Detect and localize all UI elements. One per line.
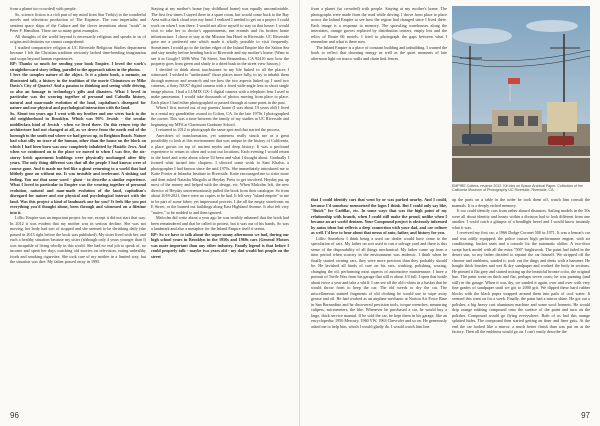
paragraph: Malcolm did write about a year ago he was terribly ashamed that the book had been remaindered and that he called to protest, but it was out of his hands. So was a landmark and also a metaphor for the Inland Empire itself it seems. [151, 215, 289, 231]
paragraph: It too could identify cars from rather absurd distances. Sailing models in the 50s were all about identity and hearts within a division had to look different from one another. I could catch a glimpse of a headlight bezel and I would know instantly what it was. [452, 208, 590, 230]
paragraph: Anecdotes of transformation, yet sameness really struck me as a great possibility to look at this environment that was unique in the history of California, a place grown on top of ancient myths and deep history. It was a profound experience to return so often and scout out locations. Each evening I would return to the hotel and write about where I'd been and what I thought about. Gradually I formed what turned into chapters. I showed some work to Sant Khalsa, a photographer I had known since the mid 1970s. She immediately introduced me to Katie Poirier at Inlandia Institute in Riverside. Katie encouraged me to write more and then asked Natasha Margolis at Heyday Press to get involved. Heyday put up most of the money and helped with the design, etc. When Malcolm left, the new director of Heyday unceremoniously pulled the book from their catalogue. So from about 2018-2021, there were no copies to be had. It felt very "island empire" to me to be part of some fabric yet impersonal process. Like all the empty storefronts on E Street, or the burned out buildings along East Highland Avenue. It also felt very "native," to be nodded to and then ignored. [151, 132, 289, 215]
photo-illustration [452, 6, 590, 182]
paragraph: from a planet too crowded) with people. [10, 6, 77, 11]
paragraph: When I first moved out of my parents' home (I was about 19 years old) I lived in a rental my grandfather owned in Colton, CA. In the late 1970s I photographed the corner. This was a time between the family of my studies at UC Riverside and beginning my MFA at Claremont Graduate School. [151, 105, 289, 127]
interview-question: RP: Thanks so much for sending your book Empire. I loved the work's straightforward story telling, parallel to the approach taken in the photos. [10, 61, 146, 72]
paragraph: Lillis: Empire was an important project for me, except it did not start that way. In 2012 it was evident that my mother was in serious decline. She was not moving, her body had sort of stopped and she seemed to be shrinking daily (she passed in 2013 right before the book was published). My sister lived with her, and each a healthy situation because my sister (although only 4 years younger than I) was incapable of living wholly in this world. She had no real job to speak of, no income and spent her days watching old movies on television, eating unhealthy foods and smoking cigarettes. She took care of my mother in a limited way, but the situation was dire. My father passed away in 1995. [10, 215, 146, 264]
page-number-right: 97 [581, 411, 590, 420]
interview-question: RP: So we have to talk about the super sunny afternoons we had, during our high school years in Brooklyn in the 1950s and 1960s cars (General Motors was more important than any other industry. Family legend is that before I could properly talk - maybe two years old - my dad would hot people on the street [151, 231, 289, 259]
interview-question: that I could identify cars that went by or was parked nearby. And I could, because I'd somehow memorized the logos I think. But I could only say like, "Buick" for Cadillac, etc. In some ways that was the high point of my relationship with brands, when I could still make the proud, unlike when I became an art world denizen. Your Compound project is obviously informed by autos ideas but reflects a deep connection with your dad, and car culture as well. I'd love to hear about that nexus of auto, father, and history for you. [311, 197, 447, 235]
paragraph: All thoughts of the world beyond is necessarily religious and speaks to us of origins and destinies we cannot comprehend. [10, 33, 146, 44]
right-column-2-bottom [452, 197, 590, 335]
paragraph: The Inland Empire is a place of constant building and unbuilding. I wanted the book to reflect that churning energy as well as the quiet moments of late afternoon light on stucco walls and chain link fences. [311, 44, 447, 61]
paragraph: I returned in 2012 to photograph the same spot and that started the process. [156, 127, 281, 132]
right-column-1-bottom [311, 197, 447, 329]
paragraph: from a planet (so crowded) with people. Staying at my mother's home. The photographs were made from the road while driving. I drove from place to place across the Inland Empire to see how the region had changed since I lived there. Each image is a response to memory. The sprawling warehouses along the interstates, orange groves replaced by distribution centers, empty lots and the relics of Route 66 motels. I tried to photograph the gaps between what I remember and what is there now. [311, 6, 447, 44]
interview-question: I love the complex nature of the object. Is it a photo book, a memoir, an illustrated talk, a history in the tradition of the movie Chinatown or Mike Davis's City of Quartz? And a passion to thinking and seeing while driving, so also an homage to technology's gifts and disasters. What I loved in particular was the weaving together of personal and Cahuilla history, natural and man-made evolution of the land, capitalism's disregard for nature and our physical and psychological interaction with the land. [10, 72, 146, 110]
paragraph: Lillis: Somehow I think being a used car dealer would have come to the speculation of cars. My father on sort used to run a salvage yard and there is this sense of the disposability of all things mechanical. My father came up from a time period when scarcity in the environment was endemic. I think when he finally started owning cars, they were more precious than they probably should be. He lavished all kinds of care on his cars, washing, polishing, waxing, changing the oil, performing most aspects of automotive maintenance. I have a portrait of Turtle Wax from his garage that still is about 1/4 full. I open that bottle about twice a year and take a whiff. I can see all the old t-shirts in a basket that he would throw from to keep the car. The old weeds to dry the car. The miscellaneous stained fragments of old clothing he would use to wipe away grease and oil. He had worked as an airplane mechanic at Norton Air Force Base in San Bernardino and he discovered precision tools, torque wrenches, measuring calipers, micrometers, the like. Whenever he purchased a car, he would buy a large, thick service manual. If he sold the car, he kept them in his garage, like an encyclopedia: 1956 Mercury, 1960 VW, 1963 Chevrolet and so on. He generously asked me to help him, which I would gladly do. I would watch him line [311, 235, 447, 329]
left-column-1 [10, 6, 146, 265]
right-column-1-top [311, 6, 447, 181]
interview-question: So. About ten years ago I went with my brother and our wives back to the old neighborhood in Brooklyn. Which was 90% Jewish - the secular middleclass kind of Jewish - when we lived there. On this return trip the architecture had not changed at all, as we drove from the north end of the borough to the south end where we had grown up, in Brighton Beach. Nature had what silly no trace of the human, other than the house on the block on which I had been born was now completely inhabited by Hasidic Jews. And when we continued on to the place we moved to when I was five, the six-storey brick apartment buildings were physically unchanged after fifty years. The only thing different was that all the people I had known were of course gone. And it made me feel like a ghost returning to a world that had blithely gone on without me. It was invisible and irrelevant. A sinking sad feeling. You use that same word - ghost - to describe a similar experience. What I loved in particular in Empire was the weaving together of personal evolution, natural and man-made evolution of the land, capitalism's disregard for nature and our physical and psychological interact with the land. Was this project a kind of landmark one for you? It feels like you put everything you'd thought about, been through and witnessed on a lifetime into it. [10, 110, 147, 215]
paragraph: Staying at my mother's home (my childhood home) was equally uncomfortable. The first few times I stayed there in a spare room, but would come back to the Bay Area with a dark cloud over my head. I realized I needed to get on a project I could work on when I was there. I would not allow myself to stay in that house. I would visit to take her to doctor's appointments, run errands and fix broken home infrastructure. I chose to stay at the Mission Inn Hotel in Riverside. UC Riverside gave me a preferred rate which made it wholly possible to visit frequently. Sometimes I would go to the farther edges of the Inland Empire like the Salton Sea and stay nearby before heading back to Riverside and my mother's home. (Want to see it in Google? 2696 West 7th Street, San Bernardino, CA 92410 now how the property goes from green and shady to a dried husk in the street view history.) [151, 6, 289, 66]
paragraph: I decided to think about touchstones in my life linked to all the places I witnessed. I wished to "understand" those places more fully, to try to inhabit them through memory and research and see how the two aspects linked up. I used two cameras, a Sony NEX7 digital camera with a fixed wide-angle lens to shoot single image photos. I had a LUMIX GX-1 digital camera with a telephoto lens I used to make panoramas. I would take thousands of photos moving from place to place. Each place I had either photographed or passed through at some point in the past. [151, 66, 289, 105]
paragraph: up the parts on a table in the order he took them off, watch him consult the manuals. It is a deeply etched memory. [452, 197, 590, 208]
page-number-left: 96 [10, 411, 19, 420]
paragraph: So, science fiction is a rich part of my mind from Star Trek(s) to the wonderful novels and television production of The Expanse. The vast imperialist and sentient space ships of the Culture and the clever inventions about "souls" in Peter F. Hamilton. There are so many great examples. [10, 11, 146, 33]
paragraph: I studied comparative religion at UC Riverside Religious Studies department because I felt the Christian tradition seriously lacked time-bending imagination and scope beyond human experiences. [10, 44, 146, 61]
left-column-2 [151, 6, 289, 259]
paragraph: I received my first car, a 1966 Dodge Coronet 500 in 1971. It was a lemon's car and was oddly equipped: the police cruiser high performance engine, with air conditioning, bucket seats and a console for the automatic shifter. A two-door swept back model with all the extra "500" brightwork. The paint had faded in the desert sun, so my father decided to repaint the car himself. We stripped off the chrome and emblems, sanded it, took out the dings and dents with a hammer. He bought thick brushes and wet & dry sandpaper and worked the body in sections. He primed it flat grey and started mixing up the beautiful bronze color, the original hue. The paint went on thick and flat, perhaps seven coats; he was painting (and still) in the garage. When it was dry, we sanded it again, over and over with very fine grades of sandpaper until we got to 2000 grit. We dipped these hard rubber blocks with the black paper wrapped around them into pails of cool water. It seemed this went on for a week. Finally, the paint had a mirror shine. He got out a polisher, a big heavy cast aluminum machine and some wool bonnets. He would drip orange rubbing compound onto the surface of the paint and turn on the polisher. Compound would go flying everywhere. Both of us had this orange splatted hides. The compound then started getting on finer and finer grits. At the end the car looked like a mirror: a much better finish than was put on at the factory. Then all the emblems would go on. I can't easily describe the [452, 230, 590, 334]
photo-caption: EMPIRE Coltera, reverse 2012. Kit Inks on Epson Archival Paper. Collection of the California Museum of Photography UC Riverside, Riverside, CA. [452, 184, 584, 193]
street-photograph [452, 6, 590, 182]
